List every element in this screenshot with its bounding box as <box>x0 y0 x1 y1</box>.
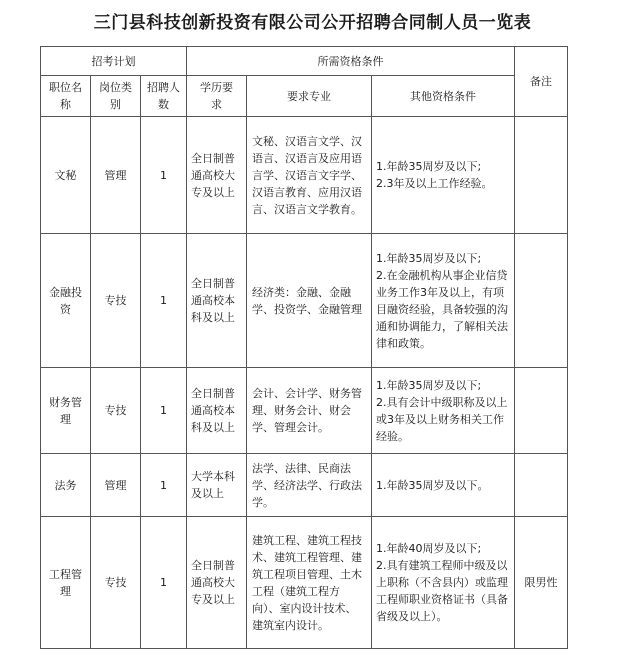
col-type-header: 岗位类 别 <box>91 76 141 117</box>
cell-position: 财务管理 <box>41 368 91 454</box>
group-header-row <box>41 47 568 76</box>
cell-type: 专技 <box>91 517 141 649</box>
cell-major: 会计、会计学、财务管理、财务会计、财会学、管理会计。 <box>247 368 372 454</box>
table-row <box>41 517 568 649</box>
table-row <box>41 117 568 234</box>
cell-education: 全日制普通高校本科及以上 <box>187 368 247 454</box>
cell-major: 文秘、汉语言文学、汉语言、汉语言及应用语言学、汉语言文字学、汉语言教育、应用汉语言、汉语言文学教育。 <box>247 117 372 234</box>
cell-count: 1 <box>141 454 187 517</box>
cell-remark <box>515 454 568 517</box>
cell-count: 1 <box>141 117 187 234</box>
cell-education: 大学本科及以上 <box>187 454 247 517</box>
cell-other: 1.年龄35周岁及以下; 2.3年及以上工作经验。 <box>372 117 515 234</box>
cell-count: 1 <box>141 517 187 649</box>
group-plan-header: 招考计划 <box>41 47 187 76</box>
group-remark-header: 备注 <box>515 47 568 117</box>
cell-position: 法务 <box>41 454 91 517</box>
table-row <box>41 234 568 368</box>
cell-other: 1.年龄35周岁及以下; 2.具有会计中级职称及以上或3年及以上财务相关工作经验。 <box>372 368 515 454</box>
table-row <box>41 454 568 517</box>
cell-position: 文秘 <box>41 117 91 234</box>
cell-count: 1 <box>141 234 187 368</box>
cell-major: 建筑工程、建筑工程技术、建筑工程管理、建筑工程项目管理、土木工程（建筑工程方向）、室内设计技术、建筑室内设计。 <box>247 517 372 649</box>
cell-other: 1.年龄35周岁及以下; 2.在金融机构从事企业信贷业务工作3年及以上，有项目融资经验，具备较强的沟通和协调能力，了解相关法律和政策。 <box>372 234 515 368</box>
col-other-header: 其他资格条件 <box>372 76 515 117</box>
cell-remark <box>515 234 568 368</box>
cell-type: 管理 <box>91 117 141 234</box>
cell-other: 1.年龄40周岁及以下; 2.具有建筑工程师中级及以上职称（不含县内）或监理工程师职业资格证书（具备省级及以上）。 <box>372 517 515 649</box>
cell-major: 经济类：金融、金融学、投资学、金融管理 <box>247 234 372 368</box>
cell-count: 1 <box>141 368 187 454</box>
recruitment-table <box>40 46 568 649</box>
cell-type: 专技 <box>91 368 141 454</box>
cell-position: 工程管理 <box>41 517 91 649</box>
cell-remark <box>515 117 568 234</box>
col-count-header: 招聘人 数 <box>141 76 187 117</box>
cell-position: 金融投资 <box>41 234 91 368</box>
cell-remark <box>515 368 568 454</box>
group-qualifications-header: 所需资格条件 <box>187 47 515 76</box>
column-header-row <box>41 76 568 117</box>
cell-education: 全日制普通高校大专及以上 <box>187 517 247 649</box>
cell-education: 全日制普通高校大专及以上 <box>187 117 247 234</box>
col-major-header: 要求专业 <box>247 76 372 117</box>
cell-major: 法学、法律、民商法学、经济法学、行政法学。 <box>247 454 372 517</box>
page-title: 三门县科技创新投资有限公司公开招聘合同制人员一览表 <box>93 13 532 33</box>
col-position-header: 职位名 称 <box>41 76 91 117</box>
cell-type: 专技 <box>91 234 141 368</box>
cell-remark: 限男性 <box>515 517 568 649</box>
cell-other: 1.年龄35周岁及以下。 <box>372 454 515 517</box>
cell-education: 全日制普通高校本科及以上 <box>187 234 247 368</box>
cell-type: 管理 <box>91 454 141 517</box>
table-row <box>41 368 568 454</box>
col-education-header: 学历要 求 <box>187 76 247 117</box>
